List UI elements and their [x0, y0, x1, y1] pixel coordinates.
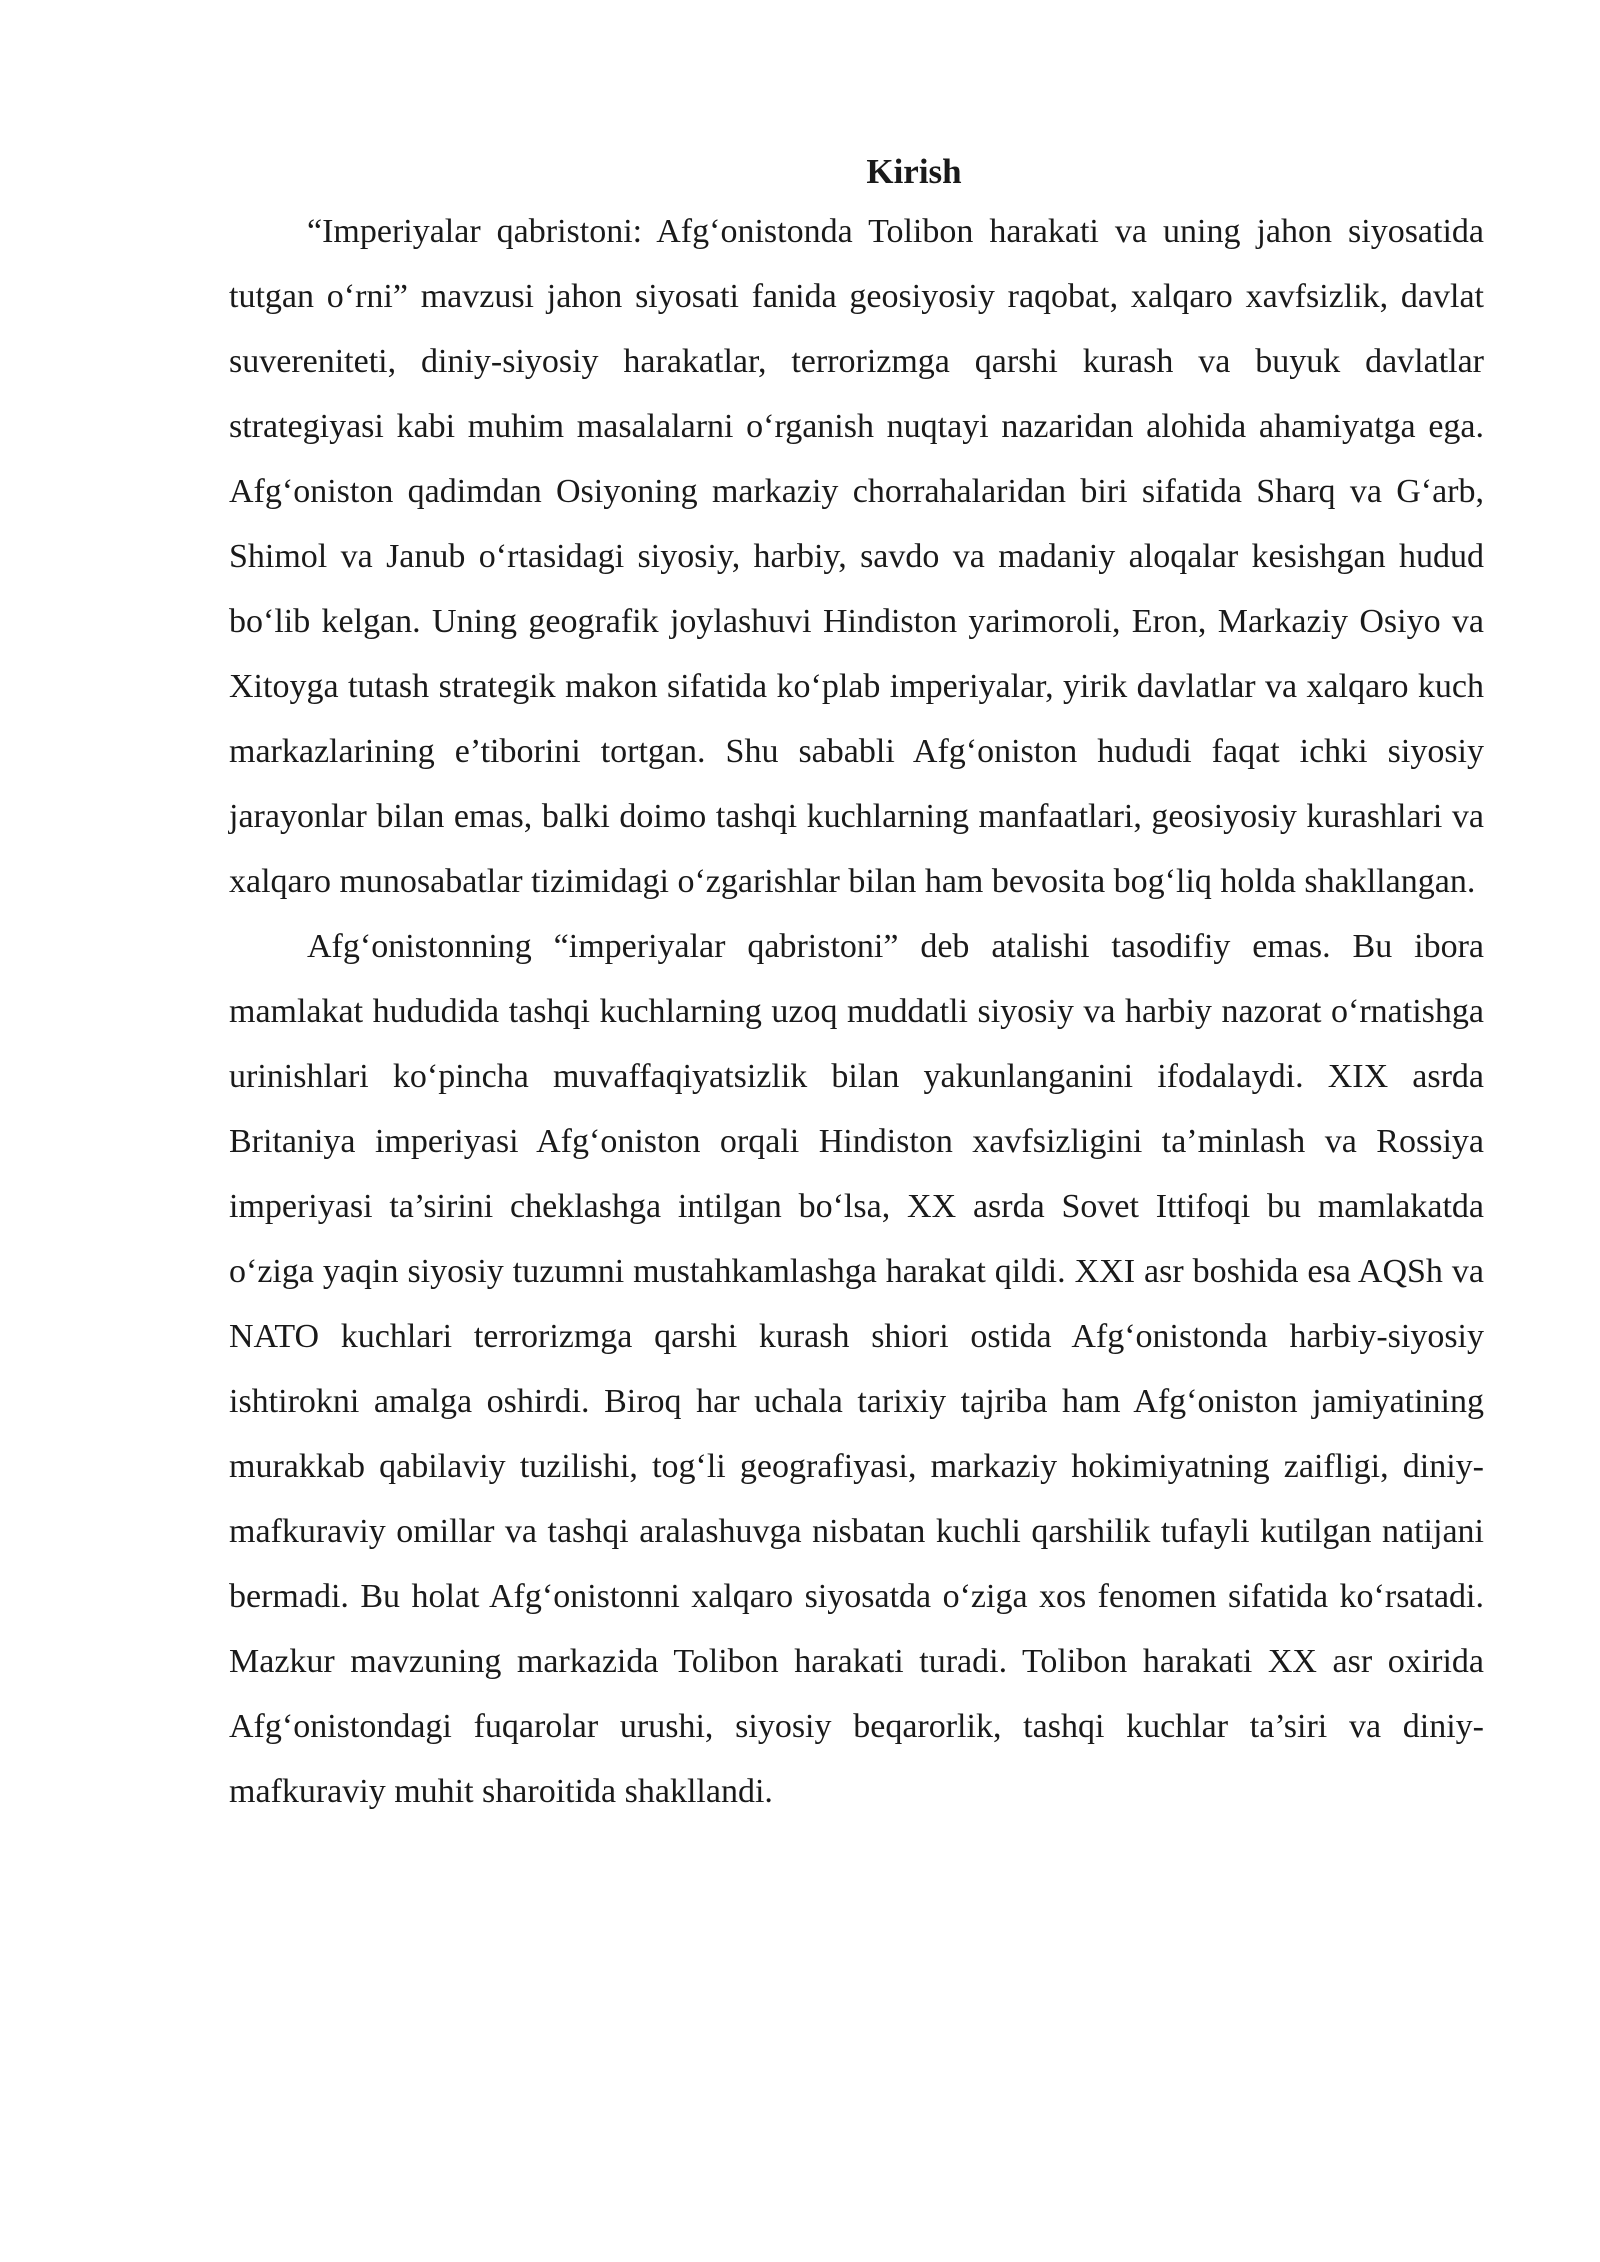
paragraph-2: Afg‘onistonning “imperiyalar qabristoni” deb atalishi tasodifiy emas. Bu ibora mamlakat hududida tashqi kuchlarning uzoq muddatli siyosiy va harbiy nazorat o‘rnatishga urinishlari ko‘pincha muvaffaqiyatsizlik bilan yakunlanganini ifodalaydi. XIX asrda Britaniya imperiyasi Afg‘oniston orqali Hindiston xavfsizligini ta’minlash va Rossiya imperiyasi ta’sirini cheklashga intilgan bo‘lsa, XX asrda Sovet Ittifoqi bu mamlakatda o‘ziga yaqin siyosiy tuzumni mustahkamlashga harakat qildi. XXI asr boshida esa AQSh va NATO kuchlari terrorizmga qarshi kurash shiori ostida Afg‘onistonda harbiy-siyosiy ishtirokni amalga oshirdi. Biroq har uchala tarixiy tajriba ham Afg‘oniston jamiyatining murakkab qabilaviy tuzilishi, tog‘li geografiyasi, markaziy hokimiyatning zaifligi, diniy-mafkuraviy omillar va tashqi aralashuvga nisbatan kuchli qarshilik tufayli kutilgan natijani bermadi. Bu holat Afg‘onistonni xalqaro siyosatda o‘ziga xos fenomen sifatida ko‘rsatadi. Mazkur mavzuning markazida Tolibon harakati turadi. Tolibon harakati XX asr oxirida Afg‘onistondagi fuqarolar urushi, siyosiy beqarorlik, tashqi kuchlar ta’siri va diniy-mafkuraviy muhit sharoitida shakllandi. — [229, 928, 1484, 1810]
section-heading: Kirish — [866, 152, 962, 191]
paragraph-1: “Imperiyalar qabristoni: Afg‘onistonda Tolibon harakati va uning jahon siyosatida tutgan o‘rni” mavzusi jahon siyosati fanida geosiyosiy raqobat, xalqaro xavfsizlik, davlat suvereniteti, diniy-siyosiy harakatlar, terrorizmga qarshi kurash va buyuk davlatlar strategiyasi kabi muhim masalalarni o‘rganish nuqtayi nazaridan alohida ahamiyatga ega. Afg‘oniston qadimdan Osiyoning markaziy chorrahalaridan biri sifatida Sharq va G‘arb, Shimol va Janub o‘rtasidagi siyosiy, harbiy, savdo va madaniy aloqalar kesishgan hudud bo‘lib kelgan. Uning geografik joylashuvi Hindiston yarimoroli, Eron, Markaziy Osiyo va Xitoyga tutash strategik makon sifatida ko‘plab imperiyalar, yirik davlatlar va xalqaro kuch markazlarining e’tiborini tortgan. Shu sababli Afg‘oniston hududi faqat ichki siyosiy jarayonlar bilan emas, balki doimo tashqi kuchlarning manfaatlari, geosiyosiy kurashlari va xalqaro munosabatlar tizimidagi o‘zgarishlar bilan ham bevosita bog‘liq holda shakllangan. — [229, 213, 1484, 900]
page-content — [229, 145, 1484, 1824]
